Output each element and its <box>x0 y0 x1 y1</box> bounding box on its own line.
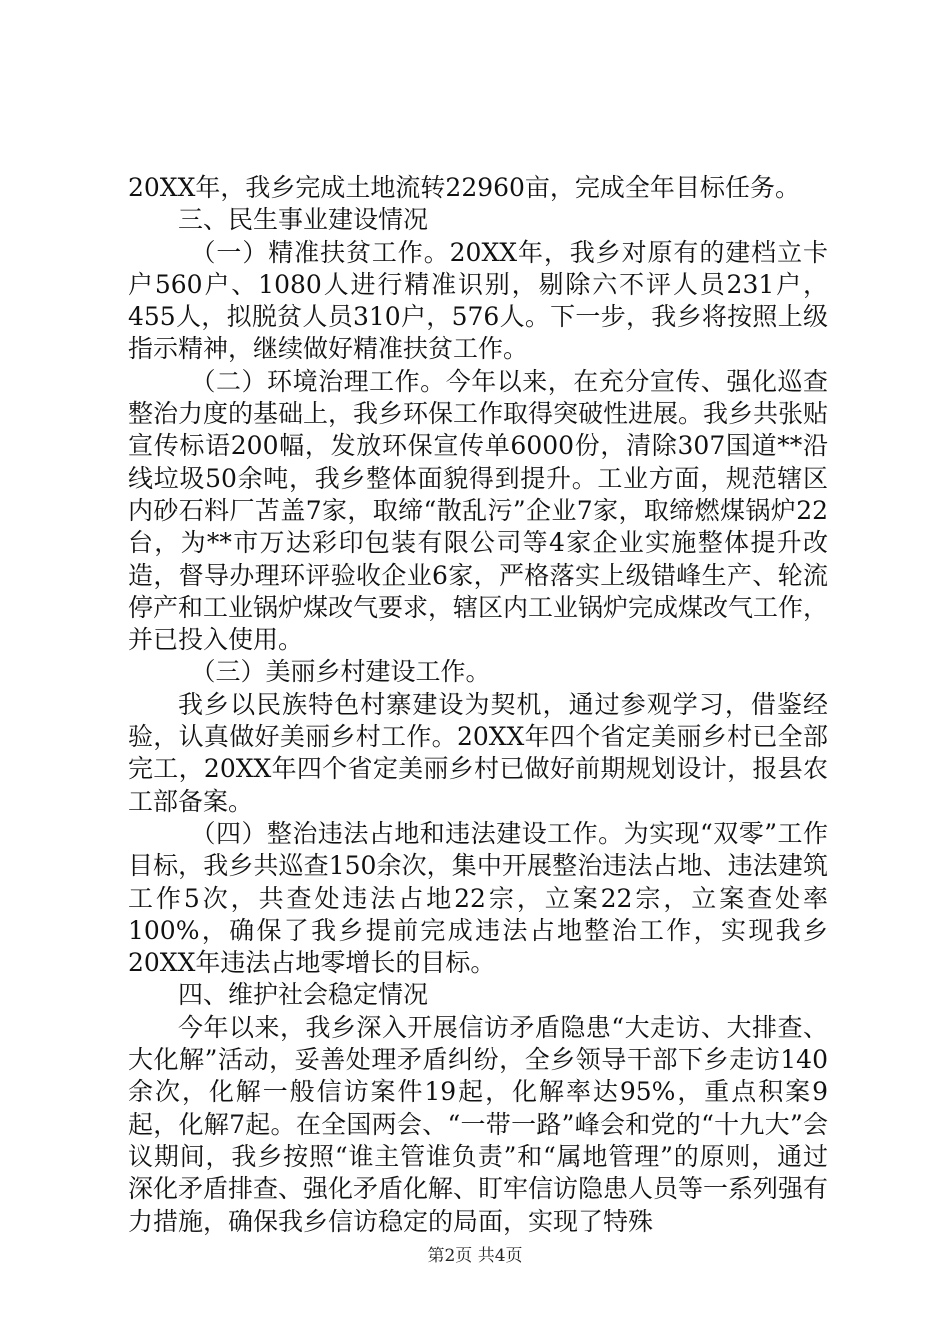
paragraph-land-transfer: 20XX年，我乡完成土地流转22960亩，完成全年目标任务。 <box>128 173 800 202</box>
paragraph-beautiful-village: 我乡以民族特色村寨建设为契机，通过参观学习，借鉴经验，认真做好美丽乡村工作。20XX年四个省定美丽乡村已全部完工，20XX年四个省定美丽乡村已做好前期规划设计，报县农工部备案。 <box>128 689 828 816</box>
section-heading-livelihood: 三、民生事业建设情况 <box>178 205 429 235</box>
paragraph-poverty-alleviation: （一）精准扶贫工作。20XX年，我乡对原有的建档立卡户560户、1080人进行精准识别，剔除六不评人员231户，455人，拟脱贫人员310户，576人。下一步，我乡将按照上级指示精神，继续做好精准扶贫工作。 <box>128 237 828 364</box>
paragraph-stability: 今年以来，我乡深入开展信访矛盾隐患“大走访、大排查、大化解”活动，妥善处理矛盾纠纷，全乡领导干部下乡走访140余次，化解一般信访案件19起，化解率达95%，重点积案9起，化解7起。在全国两会、“一带一路”峰会和党的“十九大”会议期间，我乡按照“谁主管谁负责”和“属地管理”的原则，通过深化矛盾排查、强化矛盾化解、盯牢信访隐患人员等一系列强有力措施，确保我乡信访稳定的局面，实现了特殊 <box>128 1012 829 1236</box>
document-body <box>128 172 828 1238</box>
subheading-beautiful-village: （三）美丽乡村建设工作。 <box>190 657 491 687</box>
section-heading-stability: 四、维护社会稳定情况 <box>178 980 429 1010</box>
paragraph-illegal-land-use: （四）整治违法占地和违法建设工作。为实现“双零”工作目标，我乡共巡查150余次，集中开展整治违法占地、违法建筑工作5次，共查处违法占地22宗，立案22宗，立案查处率100%，确保了我乡提前完成违法占地整治工作，实现我乡20XX年违法占地零增长的目标。 <box>128 818 828 978</box>
page-number-footer: 第2页 共4页 <box>427 1246 523 1266</box>
paragraph-environment: （二）环境治理工作。今年以来，在充分宣传、强化巡查整治力度的基础上，我乡环保工作取得突破性进展。我乡共张贴宣传标语200幅，发放环保宣传单6000份，清除307国道**沿线垃圾50余吨，我乡整体面貌得到提升。工业方面，规范辖区内砂石料厂苫盖7家，取缔“散乱污”企业7家，取缔燃煤锅炉22台，为**市万达彩印包装有限公司等4家企业实施整体提升改造，督导办理环评验收企业6家，严格落实上级错峰生产、轮流停产和工业锅炉煤改气要求，辖区内工业锅炉完成煤改气工作，并已投入使用。 <box>128 366 829 655</box>
